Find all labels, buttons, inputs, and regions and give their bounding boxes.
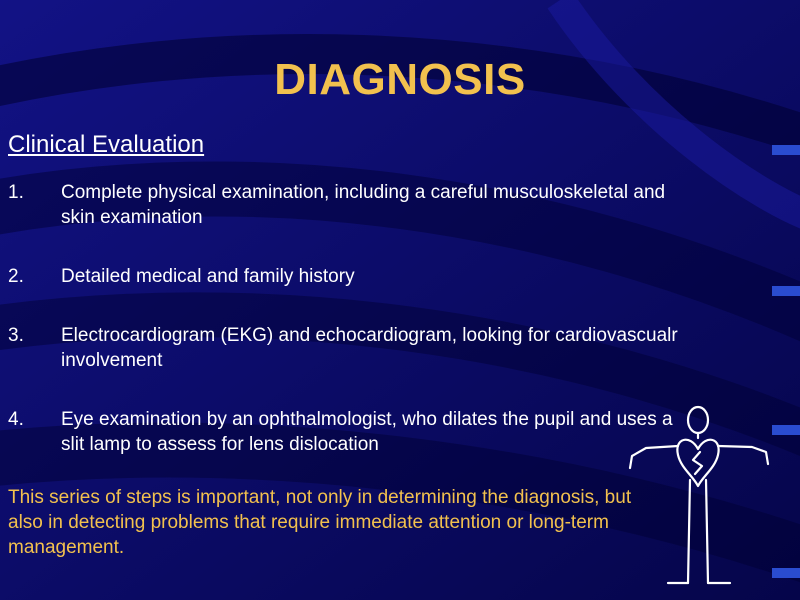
- section-heading: Clinical Evaluation: [8, 131, 205, 158]
- list-text: Eye examination by an ophthalmologist, who dilates the pupil and uses a slit lamp to assess for lens dislocation: [61, 409, 673, 455]
- summary-text: This series of steps is important, not only in determining the diagnosis, but also in detecting problems that require immediate attention or long-term management.: [8, 487, 632, 558]
- list-number: 4.: [8, 409, 24, 430]
- list-number: 1.: [8, 182, 24, 203]
- list-number: 2.: [8, 266, 24, 287]
- slide-title: DIAGNOSIS: [274, 55, 526, 104]
- list-text: Detailed medical and family history: [61, 266, 355, 287]
- list-text: Electrocardiogram (EKG) and echocardiogram, looking for cardiovascualr involvement: [61, 325, 678, 371]
- list-number: 3.: [8, 325, 24, 346]
- stick-figure-heart-icon: [620, 400, 780, 595]
- list-text: Complete physical examination, including a careful musculoskeletal and skin examination: [61, 182, 666, 228]
